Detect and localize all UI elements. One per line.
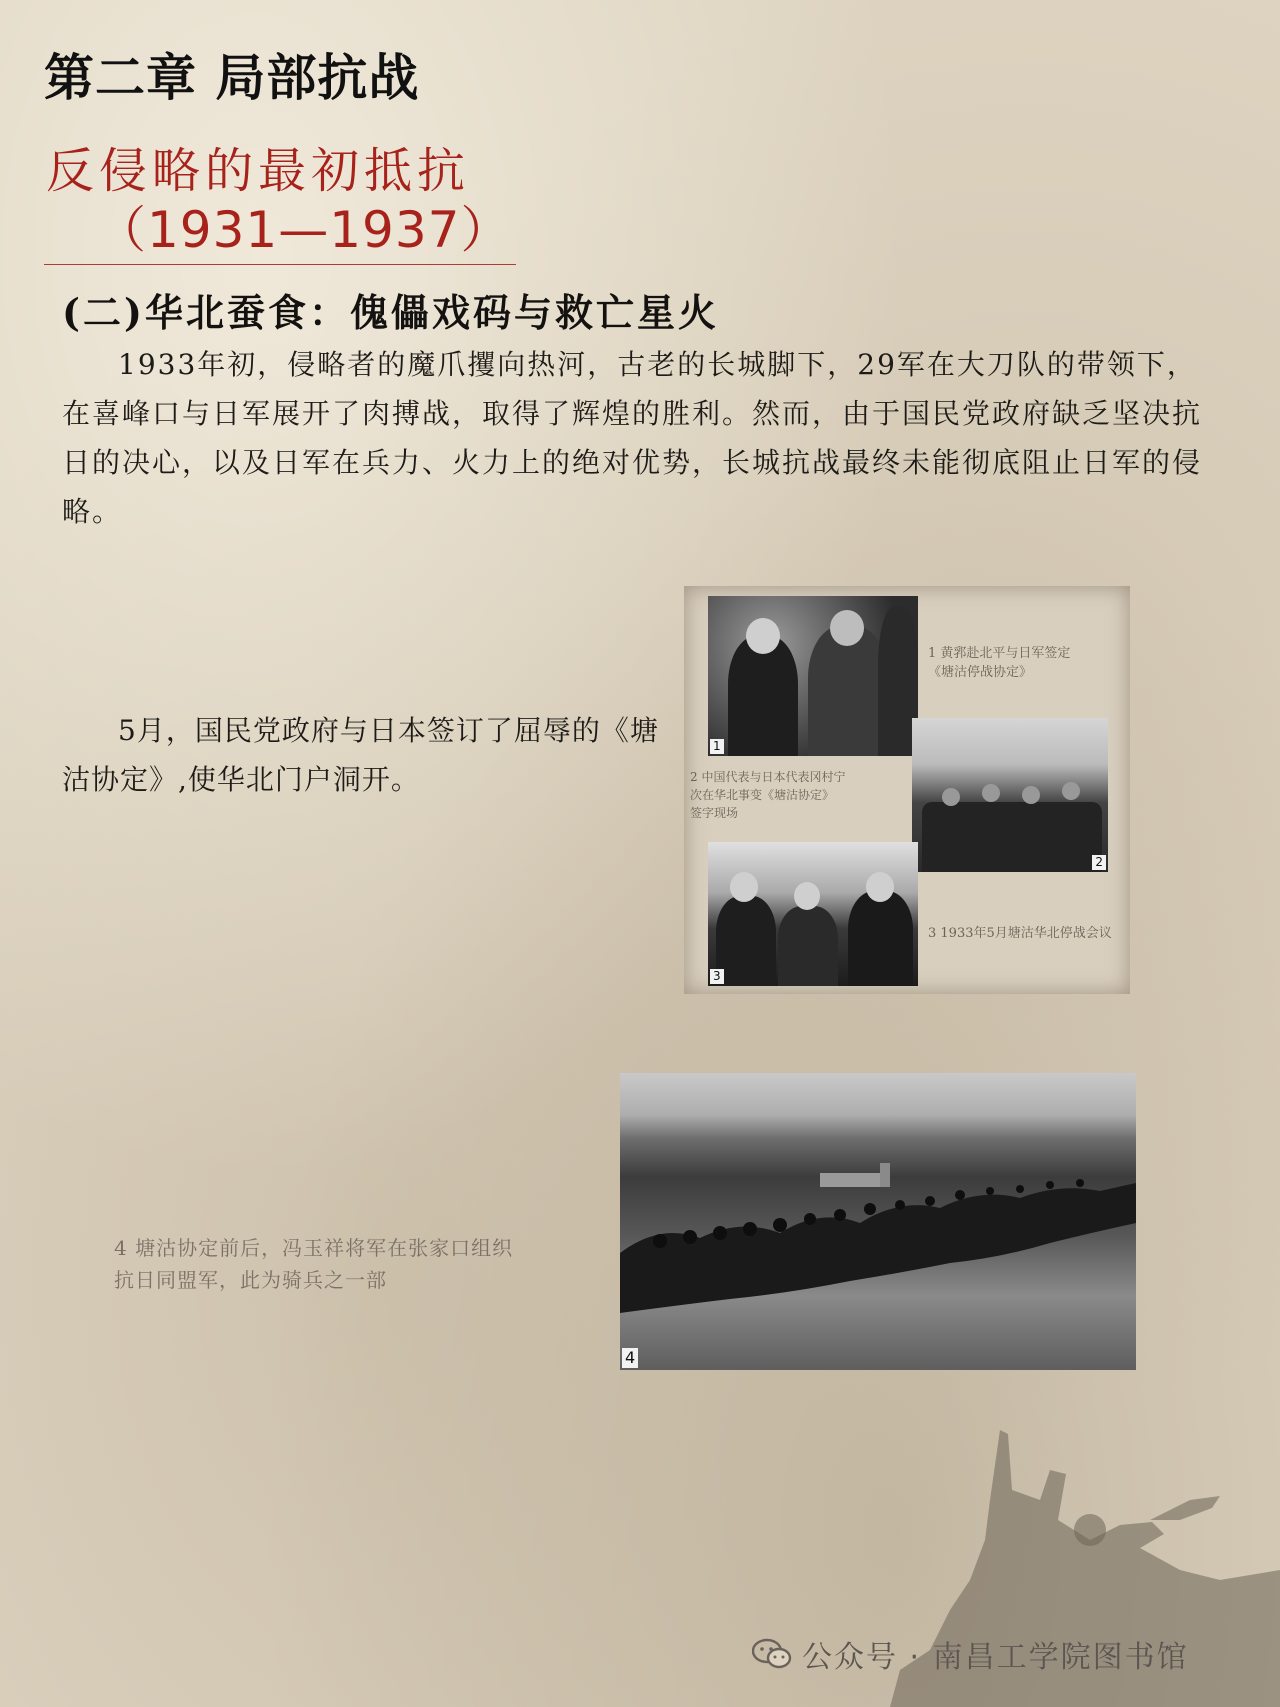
banner-title: 反侵略的最初抵抗	[46, 143, 471, 199]
photo-2-signing-site	[912, 718, 1108, 872]
banner-divider	[44, 264, 516, 265]
wechat-icon	[752, 1638, 792, 1670]
photo-4-cavalry	[620, 1073, 1136, 1370]
banner-years: （1931—1937）	[96, 201, 512, 259]
photo-3-conference	[708, 842, 918, 986]
cavalry-silhouettes	[620, 1163, 1136, 1313]
photo-number: 3	[710, 969, 724, 984]
photo-number: 4	[622, 1348, 638, 1368]
section-title: (二)华北蚕食：傀儡戏码与救亡星火	[62, 290, 719, 335]
photo-collage	[684, 586, 1130, 994]
paragraph-2: 5月，国民党政府与日本签订了屈辱的《塘沽协定》,使华北门户洞开。	[62, 714, 659, 796]
caption-photo-1: 1 黄郛赴北平与日军签定 《塘沽停战协定》	[928, 646, 1071, 680]
photo-1-signing	[708, 596, 918, 756]
chapter-title: 第二章 局部抗战	[44, 49, 420, 107]
caption-photo-4: 4 塘沽协定前后，冯玉祥将军在张家口组织 抗日同盟军，此为骑兵之一部	[114, 1236, 514, 1292]
footer-attribution	[752, 1632, 1189, 1676]
caption-photo-2: 2 中国代表与日本代表冈村宁 次在华北事变《塘沽协定》 签字现场	[690, 770, 846, 820]
photo-number: 1	[710, 739, 724, 754]
footer-text: 公众号 · 南昌工学院图书馆	[802, 1640, 1189, 1675]
paragraph-1: 1933年初，侵略者的魔爪攫向热河，古老的长城脚下，29军在大刀队的带领下，在喜峰口与日军展开了肉搏战，取得了辉煌的胜利。然而，由于国民党政府缺乏坚决抗日的决心，以及日军在兵力、火力上的绝对优势，长城抗战最终未能彻底阻止日军的侵略。	[62, 348, 1203, 528]
photo-number: 2	[1092, 855, 1106, 870]
caption-photo-3: 3 1933年5月塘沽华北停战会议	[928, 926, 1112, 941]
